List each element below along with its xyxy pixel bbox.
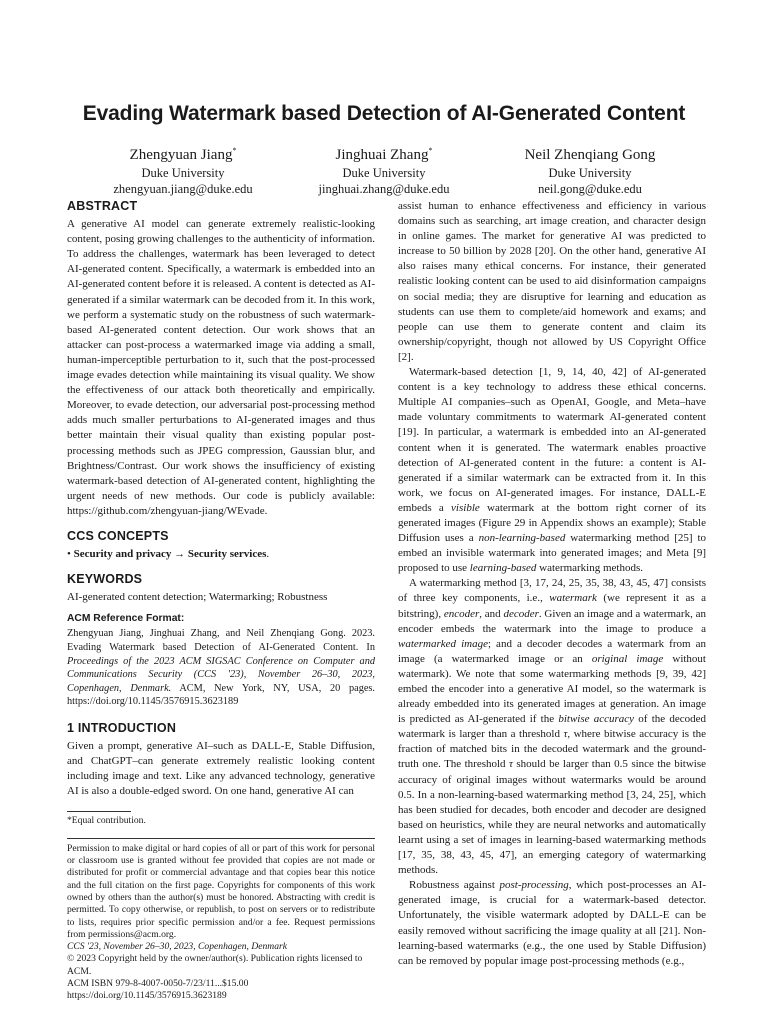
abstract-heading: ABSTRACT bbox=[67, 199, 138, 213]
footnote-divider bbox=[67, 811, 131, 812]
ccs-concepts bbox=[67, 547, 375, 562]
author-2-name: Jinghuai Zhang bbox=[335, 147, 429, 163]
footnote-equal-contribution: *Equal contribution. bbox=[67, 815, 146, 827]
p3-text-h: , where bitwise accuracy is the fraction of matched bits in the decoded watermark and the ground-truth one. The threshold bbox=[398, 728, 707, 771]
acm-reference-tail: ACM, New York, NY, USA, 20 pages. https://doi.org/10.1145/3576915.3623189 bbox=[67, 682, 375, 708]
author-1 bbox=[83, 141, 283, 197]
p3-text-a: A watermarking method [3, 17, 24, 25, 35, 38, 43, 45, 47] consists of three key components, i.e., bbox=[398, 577, 706, 605]
p3-original-image: original image bbox=[591, 652, 664, 665]
abstract-text: A generative AI model can generate extremely realistic-looking content, posing growing challenges to the authenticity of information. To address the challenges, watermark has been leveraged to detect AI-generated content. Specifically, a watermark is embedded into an AI-generated content before it is released. A content is detected as AI-generated if a similar watermark can be decoded from it. In this work, we perform a systematic study on the robustness of such watermark-based AI-generated content detection. Our work shows that an attacker can post-process a watermarked image via adding a small, human-imperceptible perturbation to it, such that the post-processed image evades detection while maintaining its visual quality. We show the effectiveness of our attack both theoretically and empirically. Moreover, to evade detection, our adversarial post-processing method adds much smaller perturbations to AI-generated images and thus better maintain their visual quality than existing popular post-processing methods such as JPEG compression, Gaussian blur, and Brightness/Contrast. Our work shows the insufficiency of existing watermark-based detection of AI-generated content, highlighting the urgent needs of new methods. Our code is publicly available: https://github.com/zhengyuan-jiang/WEvade. bbox=[67, 218, 375, 517]
acm-reference bbox=[67, 611, 375, 709]
p2-non-learning: non-learning-based bbox=[478, 532, 566, 545]
p3-text-f: without watermark). We note that some watermarking methods [9, 39, 42] embed the encoder into a generative AI model, so the watermark is already embedded into its generated images at generation. An image is predicted as AI-generated if the bbox=[398, 652, 706, 726]
p3-bitwise-accuracy: bitwise accuracy bbox=[558, 713, 635, 726]
acm-reference-text bbox=[67, 627, 375, 709]
intro-paragraph-3 bbox=[398, 576, 706, 878]
ccs-subconcept: Security services bbox=[187, 548, 267, 561]
right-column bbox=[398, 199, 706, 969]
p4-text-a: Robustness against bbox=[409, 879, 500, 892]
acm-reference-venue: Proceedings of the 2023 ACM SIGSAC Conference on Computer and Communications Security (CCS '23), November 26–30, 2023, Copenhagen, Denmark. bbox=[67, 655, 375, 694]
author-2-mark: * bbox=[428, 146, 433, 155]
p3-text-e: ; and a decoder decodes a watermark from an image (a watermarked image or an bbox=[398, 637, 706, 665]
p2-text-c: watermarking method [25] to embed an invisible watermark into generated images; and Meta [9] proposed to use bbox=[398, 532, 707, 575]
ccs-arrow: → bbox=[174, 548, 186, 561]
ccs-heading: CCS CONCEPTS bbox=[67, 528, 169, 543]
author-1-email: zhengyuan.jiang@duke.edu bbox=[113, 182, 253, 196]
isbn-line: ACM ISBN 979-8-4007-0050-7/23/11...$15.00 bbox=[67, 978, 249, 990]
keywords-heading: KEYWORDS bbox=[67, 572, 143, 587]
intro-paragraph-4 bbox=[398, 878, 706, 969]
keywords-text: AI-generated content detection; Watermarking; Robustness bbox=[67, 591, 328, 604]
ccs-bullet: • bbox=[67, 548, 71, 561]
author-1-name: Zhengyuan Jiang bbox=[129, 147, 233, 163]
conference-line-text: CCS '23, November 26–30, 2023, Copenhagen, Denmark bbox=[67, 941, 288, 953]
introduction-heading: 1 INTRODUCTION bbox=[67, 721, 177, 735]
p2-text-a: Watermark-based detection [1, 9, 14, 40, 42] of AI-generated content is a key technology to address these ethical concerns. Multiple AI companies–such as OpenAI, Google, and Meta–have made voluntary commitments to watermark AI-generated content [19]. In particular, a watermark is embedded into an AI-generated content when it is generated. The watermark enables proactive detection of AI-generated content in the future: a content is AI-generated if a similar watermark can be extracted from it. In this work, we focus on AI-generated images. For instance, DALL-E embeds a bbox=[398, 366, 706, 514]
intro-paragraph-2 bbox=[398, 365, 706, 576]
introduction-text: Given a prompt, generative AI–such as DALL-E, Stable Diffusion, and ChatGPT–can generate extremely realistic looking content including image and text. Like any advanced technology, generative AI is also a double-edged sword. On one hand, generative AI can bbox=[67, 740, 375, 798]
permission-notice: Permission to make digital or hard copies of all or part of this work for personal or classroom use is granted without fee provided that copies are not made or distributed for profit or commercial advantage and that copies bear this notice and the full citation on the first page. Copyrights for components of this work owned by others than the author(s) must be honored. Abstracting with credit is permitted. To copy otherwise, or republish, to post on servers or to redistribute to lists, requires prior specific permission and/or a fee. Request permissions from permissions@acm.org. bbox=[67, 842, 375, 940]
p3-tau-1: τ bbox=[563, 728, 568, 741]
p4-post-processing: post-processing bbox=[499, 879, 569, 892]
ccs-end: . bbox=[266, 548, 270, 561]
p3-text-d: . Given an image and a watermark, an encoder embeds the watermark into the image to produce a bbox=[398, 607, 706, 635]
permission-divider bbox=[67, 838, 375, 839]
left-column bbox=[67, 199, 375, 1003]
author-3 bbox=[490, 141, 690, 197]
ccs-concept: Security and privacy bbox=[73, 548, 172, 561]
p3-text-i: should be larger than 0.5 since the bitwise accuracy of original images without watermarks would be around 0.5. In a non-learning-based watermarking method [3, 24, 25], which has been studied for decades, both encoder and decoder are designed based on heuristics, while they are neural networks and automatically learnt using a set of images in learning-based watermarking methods [17, 35, 38, 43, 45, 47], an emerging category of watermarking methods. bbox=[398, 758, 707, 877]
p3-text-g: of the decoded watermark is larger than a threshold bbox=[398, 713, 707, 741]
p3-watermarked-image: watermarked image bbox=[398, 637, 488, 650]
p2-text-d: watermarking methods. bbox=[536, 562, 644, 575]
p3-decoder: decoder bbox=[503, 607, 539, 620]
p2-text-b: watermark at the bottom right corner of its generated images (Figure 29 in Appendix shows an example); Stable Diffusion uses a bbox=[398, 501, 707, 545]
author-1-affiliation: Duke University bbox=[141, 166, 225, 180]
p3-encoder: encoder bbox=[443, 607, 480, 620]
p2-visible: visible bbox=[451, 501, 480, 514]
author-2-email: jinghuai.zhang@duke.edu bbox=[318, 182, 450, 196]
p2-learning: learning-based bbox=[469, 562, 537, 575]
doi-line: https://doi.org/10.1145/3576915.3623189 bbox=[67, 990, 227, 1002]
p3-tau-2: τ bbox=[508, 758, 513, 771]
author-1-mark: * bbox=[232, 146, 237, 155]
conference-line bbox=[67, 941, 375, 953]
copyright-line: © 2023 Copyright held by the owner/author(s). Publication rights licensed to ACM. bbox=[67, 953, 363, 977]
p3-text-c: , and bbox=[479, 607, 504, 620]
author-3-email: neil.gong@duke.edu bbox=[538, 182, 642, 196]
author-3-name: Neil Zhenqiang Gong bbox=[524, 147, 656, 163]
acm-reference-heading: ACM Reference Format: bbox=[67, 613, 185, 625]
paper-title: Evading Watermark based Detection of AI-Generated Content bbox=[82, 102, 686, 125]
intro-paragraph-1: assist human to enhance effectiveness and efficiency in various domains such as searching, art image creation, and character design in online games. The market for generative AI was predicted to increase to 50 billion by 2028 [20]. On the other hand, generative AI also raises many ethical concerns. For instance, their generated realistic looking content can be used to aid disinformation campaigns on social media; they are disruptive for learning and education as students can use them to complete/aid homework and exams; and people can use them to generate content and claim its ownership/copyright, though not allowed by US Copyright Office [2]. bbox=[398, 200, 706, 363]
acm-reference-lead: Zhengyuan Jiang, Jinghuai Zhang, and Neil Zhenqiang Gong. 2023. Evading Watermark based Detection of AI-Generated Content. In bbox=[67, 628, 375, 654]
author-2 bbox=[284, 141, 484, 197]
p3-text-b: (we represent it as a bitstring), bbox=[398, 592, 706, 620]
p3-watermark: watermark bbox=[549, 592, 597, 605]
author-2-affiliation: Duke University bbox=[342, 166, 426, 180]
p4-text-b: , which post-processes an AI-generated image, is crucial for a watermark-based detector. Unfortunately, the visible watermark adopted by DALL-E can be easily removed without sacrificing the image quality at all [21]. Non-learning-based watermarks (e.g., the one used by Stable Diffusion) can be removed by popular image post-processing methods (e.g., bbox=[398, 879, 706, 967]
author-block bbox=[0, 141, 768, 196]
author-3-affiliation: Duke University bbox=[548, 166, 632, 180]
